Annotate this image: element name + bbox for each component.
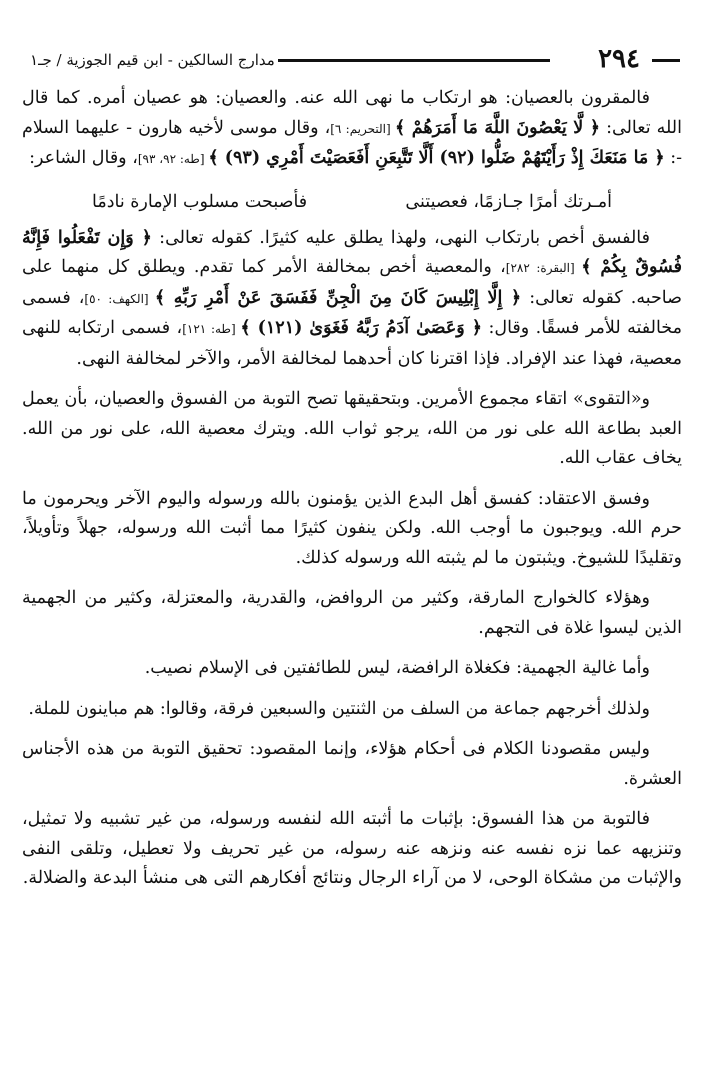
verse-reference: [التحريم: ٦] — [330, 121, 395, 136]
quran-verse: ﴿ إِلَّا إِبْلِيسَ كَانَ مِنَ الْجِنِّ فَفَسَقَ عَنْ أَمْرِ رَبِّهِ ﴾ — [154, 287, 522, 308]
quran-verse: ﴿ مَا مَنَعَكَ إِذْ رَأَيْتَهُمْ ضَلُّوا (٩٢) أَلَّا تَتَّبِعَنِ أَفَعَصَيْتَ أَمْرِي (٩٣) ﴾ — [208, 148, 665, 168]
quran-verse: ﴿ وَعَصَىٰ آدَمُ رَبَّهُ فَغَوَىٰ (١٢١) ﴾ — [240, 318, 482, 338]
main-paragraphs — [22, 224, 682, 894]
poem-verse — [22, 186, 682, 218]
body-text — [22, 84, 682, 905]
paragraph — [22, 84, 682, 175]
paragraph-text: ، فسمى ارتكابه للنهى معصية، فهذا عند الإفراد. فإذا اقترنا كان أحدهما لمخالفة الأمر، والآخر لمخالفة النهى. — [22, 318, 682, 369]
opening-paragraphs — [22, 84, 682, 175]
paragraph-text: وليس مقصودنا الكلام فى أحكام هؤلاء، وإنما المقصود: تحقيق التوبة من هذه الأجناس العشرة. — [22, 739, 682, 789]
page-number: ٢٩٤ — [598, 44, 640, 74]
quran-verse: ﴿ وَإِن تَفْعَلُوا فَإِنَّهُ فُسُوقٌ بِكُمْ ﴾ — [22, 227, 682, 277]
paragraph-text: فالفسق أخص بارتكاب النهى، ولهذا يطلق عليه كثيرًا. كقوله تعالى: — [151, 227, 650, 248]
poem-first-hemistich: أمـرتك أمرًا جـازمًا، فعصيتنى — [405, 191, 612, 212]
paragraph-text: وأما غالية الجهمية: فكغلاة الرافضة، ليس للطائفتين فى الإسلام نصيب. — [144, 658, 650, 678]
running-title: مدارج السالكين - ابن قيم الجوزية / جـ١ — [30, 51, 275, 69]
verse-reference: [البقرة: ٢٨٢] — [505, 261, 582, 275]
verse-reference: [طه: ١٢١] — [182, 322, 241, 336]
paragraph-text: فالتوبة من هذا الفسوق: بإثبات ما أثبته الله لنفسه ورسوله، من غير تشبيه ولا تمثيل، وتنزيهه عما نزه نفسه عنه ونزهه عنه رسوله، من غير تحريف ولا تعطيل، وتلقى النفى والإثبات من مشكاة الوحى، لا من آراء الرجال ونتائج أفكارهم التى هى منشأ البدعة والضلالة. — [22, 809, 682, 888]
paragraph-text: و«التقوى» اتقاء مجموع الأمرين. وبتحقيقها تصح التوبة من الفسوق والعصيان، بأن يعمل العبد بطاعة الله على نور من الله، يرجو ثواب الله. ويترك معصية الله، على نور من الله. يخاف عقاب الله. — [22, 389, 682, 468]
paragraph — [22, 584, 682, 643]
header-rule — [278, 59, 550, 62]
header-dash — [652, 59, 680, 62]
paragraph-text: ولذلك أخرجهم جماعة من السلف من الثنتين والسبعين فرقة، وقالوا: هم مباينون للملة. — [28, 698, 650, 719]
paragraph — [22, 735, 682, 794]
paragraph-text: فالمقرون بالعصيان: هو ارتكاب ما نهى الله عنه. والعصيان: هو عصيان أمره. كما قال الله تعالى: — [22, 88, 682, 138]
poem-second-hemistich: فأصبحت مسلوب الإمارة نادمًا — [92, 191, 308, 212]
paragraph — [22, 695, 682, 725]
paragraph-text: ، وقال الشاعر: — [29, 148, 138, 168]
paragraph — [22, 805, 682, 894]
paragraph — [22, 224, 682, 375]
page-header — [30, 40, 680, 80]
paragraph — [22, 654, 682, 684]
paragraph-text: وهؤلاء كالخوارج المارقة، وكثير من الروافض، والقدرية، والمعتزلة، وكثير من الجهمية الذين ليسوا غلاة فى التجهم. — [22, 588, 682, 638]
paragraph-text: ، فسمى مخالفته للأمر فسقًا. وقال: — [22, 287, 682, 338]
paragraph-text: ، والمعصية أخص بمخالفة الأمر كما تقدم. ويطلق كل منهما على صاحبه. كقوله تعالى: — [22, 257, 682, 308]
verse-reference: [طه: ٩٢، ٩٣] — [137, 152, 209, 166]
quran-verse: ﴿ لَّا يَعْصُونَ اللَّهَ مَا أَمَرَهُمْ ﴾ — [394, 117, 601, 138]
paragraph — [22, 485, 682, 574]
verse-reference: [الكهف: ٥٠] — [84, 291, 155, 306]
paragraph-text: ، وقال موسى لأخيه هارون - عليهما السلام -: — [22, 117, 682, 168]
paragraph — [22, 385, 682, 474]
paragraph-text: وفسق الاعتقاد: كفسق أهل البدع الذين يؤمنون بالله ورسوله واليوم الآخر ويحرمون ما حرم الله. ويوجبون ما أوجب الله. ولكن ينفون كثيرًا مما أثبت الله ورسوله، جهلاً وتأويلاً، وتقليدًا للشيوخ. ويثبتون ما لم يثبته الله ورسوله كذلك. — [22, 488, 682, 568]
